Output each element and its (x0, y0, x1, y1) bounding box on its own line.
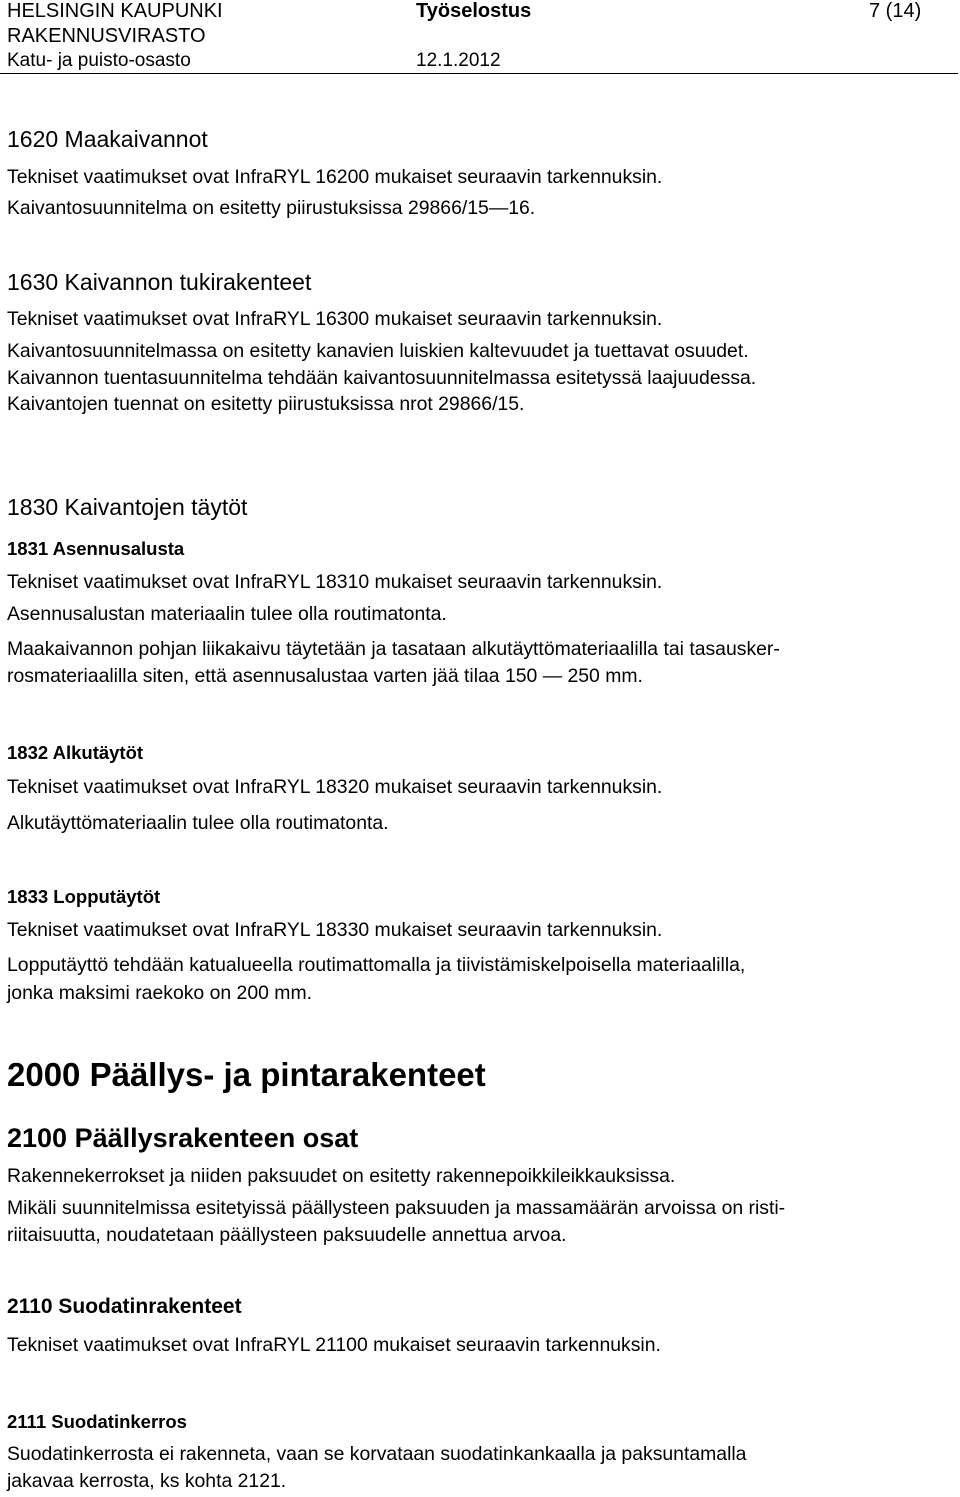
paragraph-line: Mikäli suunnitelmissa esitetyissä päällysteen paksuuden ja massamäärän arvoissa on risti- (7, 1197, 786, 1219)
heading-2000: 2000 Päällys- ja pintarakenteet (7, 1056, 486, 1093)
heading-1832: 1832 Alkutäytöt (7, 742, 144, 763)
paragraph-line: rosmateriaalilla siten, että asennusalustaa varten jää tilaa 150 — 250 mm. (7, 665, 643, 687)
heading-1830: 1830 Kaivantojen täytöt (7, 494, 248, 520)
page-header (0, 0, 960, 74)
paragraph-line: Maakaivannon pohjan liikakaivu täytetään ja tasataan alkutäyttömateriaalilla tai tasausker- (7, 638, 780, 660)
heading-1831: 1831 Asennusalusta (7, 538, 185, 559)
heading-1630: 1630 Kaivannon tukirakenteet (7, 269, 312, 295)
heading-2110: 2110 Suodatinrakenteet (7, 1295, 242, 1318)
paragraph-line: Asennusalustan materiaalin tulee olla routimatonta. (7, 603, 447, 625)
paragraph-line: Rakennekerrokset ja niiden paksuudet on esitetty rakennepoikkileikkauksissa. (7, 1165, 676, 1187)
paragraph-line: jakavaa kerrosta, ks kohta 2121. (7, 1470, 287, 1492)
paragraph-line: Kaivantojen tuennat on esitetty piirustuksissa nrot 29866/15. (7, 393, 525, 415)
paragraph-line: Tekniset vaatimukset ovat InfraRYL 16200 mukaiset seuraavin tarkennuksin. (7, 166, 663, 188)
organization-name: HELSINGIN KAUPUNKI (7, 0, 223, 22)
paragraph-line: Tekniset vaatimukset ovat InfraRYL 18330 mukaiset seuraavin tarkennuksin. (7, 919, 663, 941)
department-name: RAKENNUSVIRASTO (7, 25, 206, 47)
document-title: Työselostus (416, 0, 532, 22)
paragraph-line: Tekniset vaatimukset ovat InfraRYL 18310 mukaiset seuraavin tarkennuksin. (7, 571, 663, 593)
paragraph-line: Kaivantosuunnitelma on esitetty piirustuksissa 29866/15—16. (7, 197, 536, 219)
heading-1620: 1620 Maakaivannot (7, 126, 208, 152)
paragraph-line: jonka maksimi raekoko on 200 mm. (7, 982, 312, 1004)
paragraph-line: Suodatinkerrosta ei rakenneta, vaan se korvataan suodatinkankaalla ja paksuntamalla (7, 1443, 747, 1465)
header-rule (0, 73, 958, 74)
heading-1833: 1833 Lopputäytöt (7, 886, 161, 907)
paragraph-line: Tekniset vaatimukset ovat InfraRYL 18320 mukaiset seuraavin tarkennuksin. (7, 776, 663, 798)
heading-2111: 2111 Suodatinkerros (7, 1411, 187, 1432)
paragraph-line: Tekniset vaatimukset ovat InfraRYL 16300 mukaiset seuraavin tarkennuksin. (7, 308, 663, 330)
paragraph-line: Kaivannon tuentasuunnitelma tehdään kaivantosuunnitelmassa esitetyssä laajuudessa. (7, 367, 757, 389)
paragraph-line: Alkutäyttömateriaalin tulee olla routimatonta. (7, 812, 389, 834)
paragraph-line: Tekniset vaatimukset ovat InfraRYL 21100 mukaiset seuraavin tarkennuksin. (7, 1334, 661, 1356)
paragraph-line: Kaivantosuunnitelmassa on esitetty kanavien luiskien kaltevuudet ja tuettavat osuudet. (7, 340, 749, 362)
paragraph-line: riitaisuutta, noudatetaan päällysteen paksuudelle annettua arvoa. (7, 1224, 567, 1246)
heading-2100: 2100 Päällysrakenteen osat (7, 1123, 359, 1153)
division-name: Katu- ja puisto-osasto (7, 50, 191, 71)
document-date: 12.1.2012 (416, 50, 501, 71)
paragraph-line: Lopputäyttö tehdään katualueella routimattomalla ja tiivistämiskelpoisella materiaalilla, (7, 954, 746, 976)
page-number: 7 (14) (869, 0, 922, 22)
